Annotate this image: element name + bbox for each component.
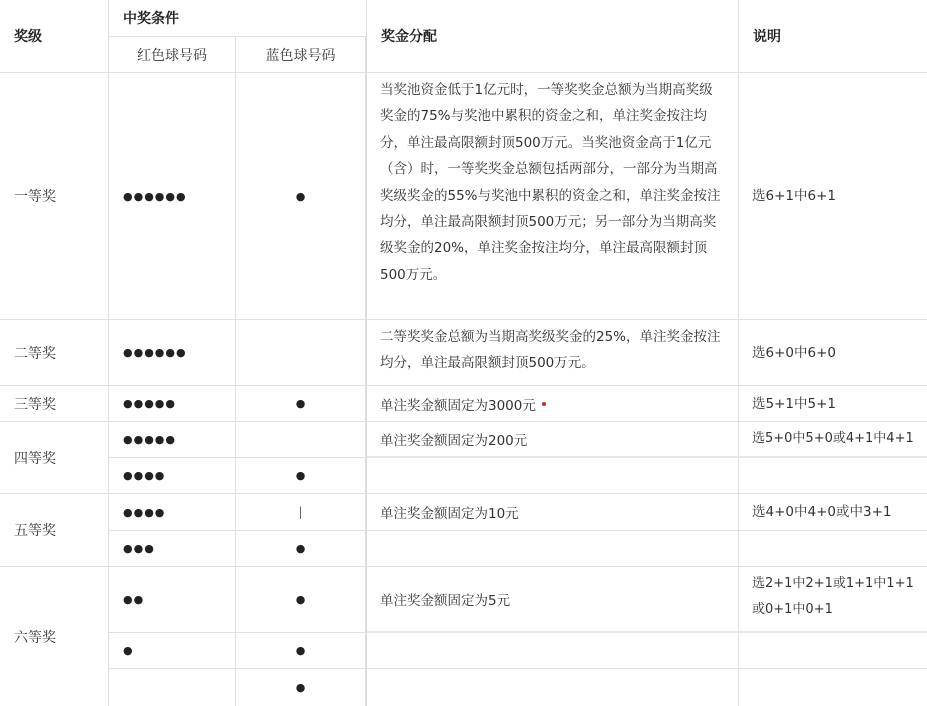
level-first: 一等奖: [0, 73, 109, 320]
note-sixth-c: [739, 669, 927, 706]
blue-ball-first: ●: [236, 73, 367, 320]
blue-ball-fifth-a: |: [236, 494, 367, 531]
red-balls-sixth-a: ●●: [109, 567, 236, 633]
level-sixth: 六等奖: [0, 567, 109, 706]
header-note: 说明: [739, 0, 927, 73]
note-fifth-b: [739, 531, 927, 567]
level-third: 三等奖: [0, 386, 109, 422]
note-fourth-b: [739, 458, 927, 494]
red-balls-sixth-c: [109, 669, 236, 706]
blue-ball-fourth-b: ●: [236, 458, 367, 494]
blue-ball-fourth-a: [236, 422, 367, 458]
blue-ball-fifth-b: ●: [236, 531, 367, 567]
note-sixth-line2: 或0+1中0+1: [752, 602, 833, 617]
allocation-fourth-b: [367, 458, 739, 494]
header-condition: 中奖条件: [109, 0, 367, 37]
blue-ball-third: ●: [236, 386, 367, 422]
note-sixth: [739, 567, 927, 633]
note-fifth: 选4+0中4+0或中3+1: [739, 494, 927, 531]
allocation-fifth-b: [367, 531, 739, 567]
red-balls-third: ●●●●●: [109, 386, 236, 422]
red-balls-fifth-a: ●●●●: [109, 494, 236, 531]
allocation-fourth: 单注奖金额固定为200元: [367, 422, 739, 458]
red-balls-first: ●●●●●●: [109, 73, 236, 320]
red-balls-second: ●●●●●●: [109, 320, 236, 386]
red-balls-sixth-b: ●: [109, 633, 236, 669]
header-allocation: 奖金分配: [367, 0, 739, 73]
note-sixth-line1: 选2+1中2+1或1+1中1+1: [752, 576, 914, 591]
level-fourth: 四等奖: [0, 422, 109, 494]
red-balls-fourth-a: ●●●●●: [109, 422, 236, 458]
allocation-fifth: 单注奖金额固定为10元: [367, 494, 739, 531]
red-balls-fourth-b: ●●●●: [109, 458, 236, 494]
header-blue-ball: 蓝色球号码: [236, 37, 367, 73]
header-level: 奖级: [0, 0, 109, 73]
allocation-first: 当奖池资金低于1亿元时，一等奖奖金总额为当期高奖级奖金的75%与奖池中累积的资金之和，单注奖金按注均分，单注最高限额封顶500万元。当奖池资金高于1亿元（含）时，一等奖奖金总额包括两部分，一部分为当期高奖级奖金的55%与奖池中累积的资金之和，单注奖金按注均分，单注最高限额封顶500万元；另一部分为当期高奖级奖金的20%，单注奖金按注均分，单注最高限额封顶500万元。: [367, 73, 739, 320]
level-fifth: 五等奖: [0, 494, 109, 567]
blue-ball-second: [236, 320, 367, 386]
allocation-sixth-b: [367, 633, 739, 669]
blue-ball-sixth-b: ●: [236, 633, 367, 669]
note-third: 选5+1中5+1: [739, 386, 927, 422]
allocation-second: 二等奖奖金总额为当期高奖级奖金的25%，单注奖金按注均分，单注最高限额封顶500万元。: [367, 320, 739, 386]
note-fourth: 选5+0中5+0或4+1中4+1: [739, 422, 927, 458]
header-red-ball: 红色球号码: [109, 37, 236, 73]
allocation-sixth: 单注奖金额固定为5元: [367, 567, 739, 633]
red-marker-dot: [542, 402, 546, 406]
blue-ball-sixth-a: ●: [236, 567, 367, 633]
allocation-third-text: 单注奖金额固定为3000元: [380, 397, 536, 414]
red-balls-fifth-b: ●●●: [109, 531, 236, 567]
level-second: 二等奖: [0, 320, 109, 386]
allocation-sixth-c: [367, 669, 739, 706]
blue-ball-sixth-c: ●: [236, 669, 367, 706]
note-first: 选6+1中6+1: [739, 73, 927, 320]
allocation-third: [367, 386, 739, 422]
note-sixth-b: [739, 633, 927, 669]
note-second: 选6+0中6+0: [739, 320, 927, 386]
